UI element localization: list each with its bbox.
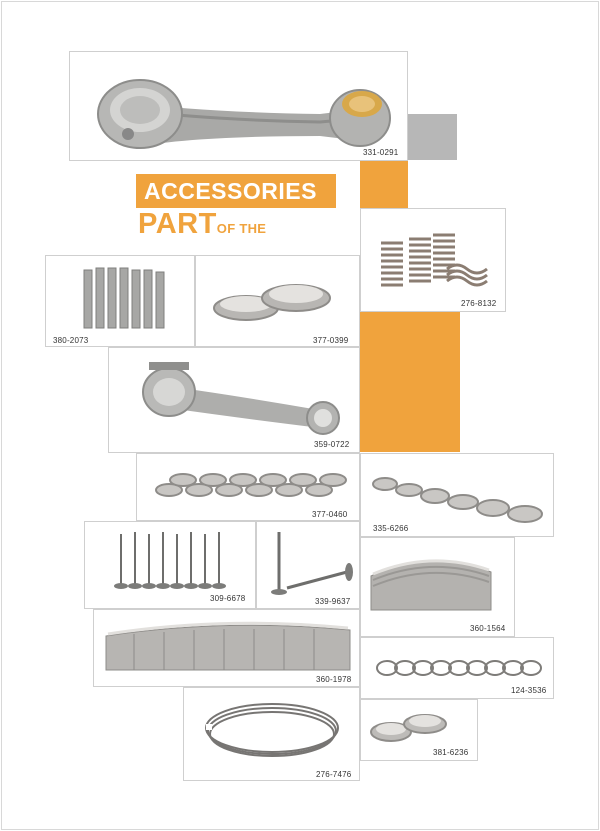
part-card-360-1564[interactable] <box>360 537 515 637</box>
part-card-335-6266[interactable] <box>360 453 554 537</box>
title-part-of-the <box>138 208 266 241</box>
orange-block-middle <box>360 312 460 452</box>
title-part: PART <box>138 208 217 240</box>
part-code: 360-1564 <box>470 624 506 633</box>
part-code: 380-2073 <box>53 336 89 345</box>
part-card-381-6236[interactable] <box>360 699 478 761</box>
bearing-shells-image <box>361 538 515 637</box>
part-card-276-7476[interactable] <box>183 687 360 781</box>
part-code: 339-9637 <box>315 597 351 606</box>
valve-guides-image <box>46 256 195 347</box>
part-card-359-0722[interactable] <box>108 347 360 453</box>
part-code: 331-0291 <box>363 148 399 157</box>
part-card-331-0291[interactable] <box>69 51 408 161</box>
piston-rings-image <box>184 688 360 781</box>
part-code: 276-8132 <box>461 299 497 308</box>
gray-block <box>408 114 457 160</box>
part-code: 381-6236 <box>433 748 469 757</box>
part-code: 359-0722 <box>314 440 350 449</box>
part-card-124-3536[interactable] <box>360 637 554 699</box>
connecting-rod-image <box>70 52 408 161</box>
part-code: 377-0399 <box>313 336 349 345</box>
part-card-380-2073[interactable] <box>45 255 195 347</box>
part-code: 360-1978 <box>316 675 352 684</box>
part-card-377-0399[interactable] <box>195 255 360 347</box>
part-card-309-6678[interactable] <box>84 521 256 609</box>
part-card-377-0460[interactable] <box>136 453 360 521</box>
part-card-360-1978[interactable] <box>93 609 360 687</box>
part-code: 377-0460 <box>312 510 348 519</box>
part-card-339-9637[interactable] <box>256 521 360 609</box>
part-code: 309-6678 <box>210 594 246 603</box>
title-of-the: OF THE <box>216 221 267 236</box>
part-code: 276-7476 <box>316 770 352 779</box>
valve-springs-image <box>361 209 506 312</box>
part-code: 124-3536 <box>511 686 547 695</box>
connecting-rod-small-image <box>109 348 360 453</box>
part-card-276-8132[interactable] <box>360 208 506 312</box>
title-accessories: ACCESSORIES <box>136 174 336 208</box>
single-valve-image <box>257 522 360 609</box>
valve-seat-inserts-image <box>196 256 360 347</box>
part-code: 335-6266 <box>373 524 409 533</box>
orange-block-top <box>360 160 408 210</box>
